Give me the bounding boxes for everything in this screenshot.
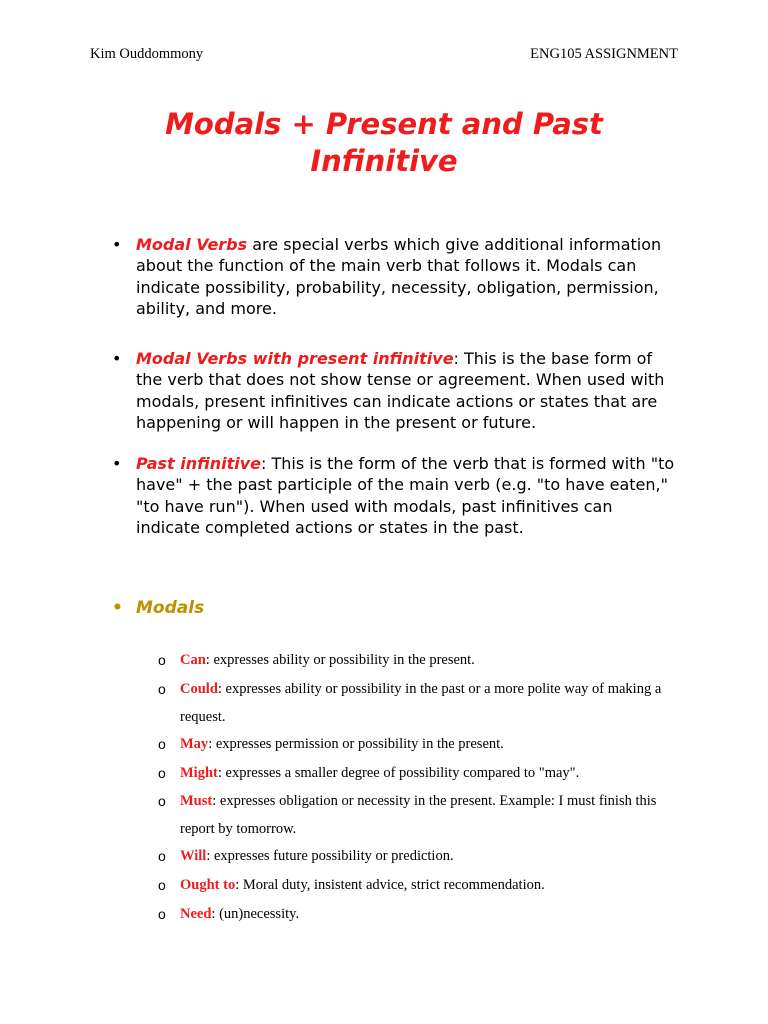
assignment-label: ENG105 ASSIGNMENT [530,46,678,62]
bullet-icon: • [112,598,123,618]
modal-description: : expresses ability or possibility in the present. [205,652,475,668]
modal-name: Ought to [180,877,236,893]
modal-description: : expresses a smaller degree of possibility compared to "may". [217,765,580,781]
title-line-1: Modals + Present and Past [165,107,603,141]
bullet-description: are special verbs which give additional information about the function of the main verb that follows it. Modals can indicate possibility, probability, necessity, obligation, permission, ability, and more. [136,235,662,319]
modal-description: : expresses ability or possibility in the past or a more polite way of making a request. [180,681,662,725]
modal-name: Need [180,906,212,922]
circle-bullet-icon: o [158,736,166,752]
bullet-text [136,453,676,539]
modal-description: : expresses future possibility or prediction. [206,848,454,864]
circle-bullet-icon: o [158,877,166,893]
bullet-description: : This is the form of the verb that is formed with "to have" + the past participle of the main verb (e.g. "to have eaten," "to have run"). When used with modals, past infinitives can indicate completed actions or states in the past. [136,454,675,538]
circle-bullet-icon: o [158,765,166,781]
circle-bullet-icon: o [158,652,166,668]
circle-bullet-icon: o [158,848,166,864]
modal-description: : expresses permission or possibility in the present. [208,736,504,752]
bullet-icon: • [112,235,122,254]
modal-name: Will [180,848,207,864]
title-line-2: Infinitive [310,144,458,178]
bullet-term: Modal Verbs with present infinitive [136,349,454,368]
bullet-text [136,234,676,320]
circle-bullet-icon: o [158,681,166,697]
modal-name: Might [180,765,218,781]
author-name: Kim Ouddommony [90,46,204,62]
modal-name: Can [180,652,206,668]
modal-description: : Moral duty, insistent advice, strict recommendation. [235,877,545,893]
bullet-description: : This is the base form of the verb that does not show tense or agreement. When used with modals, present infinitives can indicate actions or states that are happening or will happen in the present or future. [136,349,665,433]
modal-description: : (un)necessity. [211,906,300,922]
modal-name: Must [180,793,213,809]
bullet-icon: • [112,454,122,473]
bullet-text [136,348,676,434]
modals-heading [112,598,204,618]
modal-description: : expresses obligation or necessity in the present. Example: I must finish this report by tomorrow. [180,793,657,837]
page-header [90,46,678,63]
bullet-icon: • [112,349,122,368]
circle-bullet-icon: o [158,906,166,922]
modals-heading-label: Modals [136,598,205,618]
modal-name: Could [180,681,218,697]
page-title [0,106,768,180]
bullet-term: Past infinitive [136,454,261,473]
modal-name: May [180,736,209,752]
bullet-term: Modal Verbs [136,235,248,254]
circle-bullet-icon: o [158,793,166,809]
